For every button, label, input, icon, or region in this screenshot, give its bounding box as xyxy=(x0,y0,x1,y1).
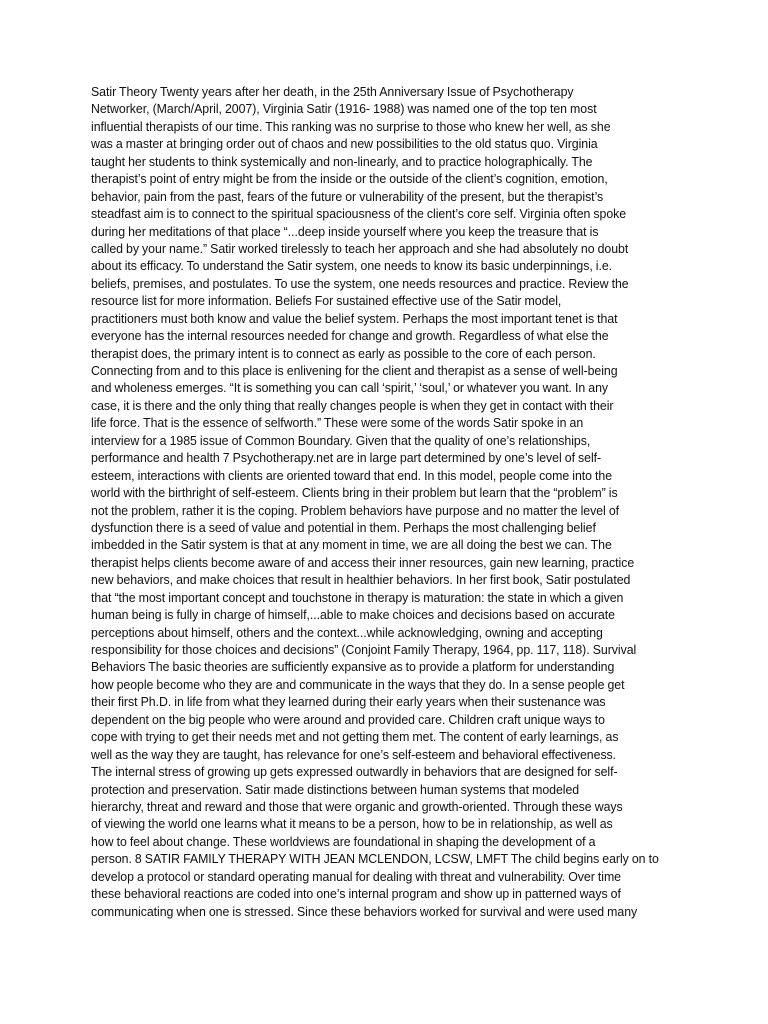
text-line: protection and preservation. Satir made distinctions between human systems that modeled xyxy=(91,782,580,797)
text-line: therapist helps clients become aware of and access their inner resources, gain new learning, practice xyxy=(91,555,635,570)
text-line: and wholeness emerges. “It is something you can call ‘spirit,’ ‘soul,’ or whatever you want. In any xyxy=(91,381,609,396)
text-line: human being is fully in charge of himself,...able to make choices and decisions based on accurate xyxy=(91,608,615,623)
text-line: cope with trying to get their needs met and not getting them met. The content of early learnings, as xyxy=(91,730,619,745)
text-line: steadfast aim is to connect to the spiritual spaciousness of the client’s core self. Virginia often spoke xyxy=(91,207,627,222)
text-line: called by your name.” Satir worked tirelessly to teach her approach and she had absolutely no doubt xyxy=(91,241,629,256)
text-line: dependent on the big people who were around and provided care. Children craft unique ways to xyxy=(91,712,605,727)
text-line: well as the way they are taught, has relevance for one’s self-esteem and behavioral effectiveness. xyxy=(91,747,617,762)
text-line: esteem, interactions with clients are oriented toward that end. In this model, people come into the xyxy=(91,468,613,483)
text-line: The internal stress of growing up gets expressed outwardly in behaviors that are designed for self- xyxy=(91,765,618,780)
text-line: therapist does, the primary intent is to connect as early as possible to the core of each person. xyxy=(91,346,596,361)
text-line: their first Ph.D. in life from what they learned during their early years when their sustenance was xyxy=(91,695,606,710)
text-line: resource list for more information. Beliefs For sustained effective use of the Satir model, xyxy=(91,294,562,309)
text-line: everyone has the internal resources needed for change and growth. Regardless of what else the xyxy=(91,329,609,344)
text-line: how to feel about change. These worldviews are foundational in shaping the development of a xyxy=(91,834,596,849)
text-line: not the problem, rather it is the coping. Problem behaviors have purpose and no matter the level of xyxy=(91,503,620,518)
text-line: new behaviors, and make choices that result in healthier behaviors. In her first book, Satir postulated xyxy=(91,573,631,588)
text-line: Connecting from and to this place is enlivening for the client and therapist as a sense of well-being xyxy=(91,364,618,378)
text-line: practitioners must both know and value the belief system. Perhaps the most important tenet is that xyxy=(91,311,618,326)
text-line: about its efficacy. To understand the Satir system, one needs to know its basic underpinnings, i.e. xyxy=(91,259,613,274)
text-line: life force. That is the essence of selfworth.” These were some of the words Satir spoke in an xyxy=(91,416,584,431)
text-line: responsibility for those choices and decisions” (Conjoint Family Therapy, 1964, pp. 117, 118). Survival xyxy=(91,643,637,657)
text-line: behavior, pain from the past, fears of the future or vulnerability of the present, but the therapist’s xyxy=(91,189,604,204)
text-line: communicating when one is stressed. Since these behaviors worked for survival and were used many xyxy=(91,904,638,919)
text-line: interview for a 1985 issue of Common Boundary. Given that the quality of one’s relationships, xyxy=(91,433,591,448)
text-line: therapist’s point of entry might be from the inside or the outside of the client’s cognition, emotion, xyxy=(91,172,608,187)
text-line: world with the birthright of self-esteem. Clients bring in their problem but learn that the “problem” is xyxy=(91,486,618,501)
text-line: dysfunction there is a seed of value and potential in them. Perhaps the most challenging belief xyxy=(91,520,596,535)
text-line: that “the most important concept and touchstone in therapy is maturation: the state in which a given xyxy=(91,590,624,605)
text-line: taught her students to think systemically and non-linearly, and to practice holographically. The xyxy=(91,154,593,169)
text-line: case, it is there and the only thing that really changes people is when they get in contact with their xyxy=(91,398,614,413)
text-line: perceptions about himself, others and the context...while acknowledging, owning and accepting xyxy=(91,625,603,640)
text-line: these behavioral reactions are coded into one’s internal program and show up in patterned ways of xyxy=(91,887,621,902)
text-line: during her meditations of that place “...deep inside yourself where you keep the treasure that is xyxy=(91,224,599,239)
text-line: develop a protocol or standard operating manual for dealing with threat and vulnerability. Over time xyxy=(91,869,621,884)
text-line: how people become who they are and communicate in the ways that they do. In a sense people get xyxy=(91,677,625,692)
text-line: Satir Theory Twenty years after her death, in the 25th Anniversary Issue of Psychotherapy xyxy=(91,85,574,99)
text-line: person. 8 SATIR FAMILY THERAPY WITH JEAN MCLENDON, LCSW, LMFT The child begins early on to xyxy=(91,852,659,867)
text-line: beliefs, premises, and postulates. To use the system, one needs resources and practice. Review the xyxy=(91,276,629,291)
text-line: performance and health 7 Psychotherapy.net are in large part determined by one’s level of self- xyxy=(91,451,602,466)
text-line: was a master at bringing order out of chaos and new possibilities to the old status quo. Virginia xyxy=(91,137,598,152)
body-text xyxy=(91,84,691,921)
text-line: Networker, (March/April, 2007), Virginia Satir (1916- 1988) was named one of the top ten most xyxy=(91,102,597,117)
text-line: influential therapists of our time. This ranking was no surprise to those who knew her well, as she xyxy=(91,119,611,134)
text-line: Behaviors The basic theories are sufficiently expansive as to provide a platform for understanding xyxy=(91,660,615,675)
text-line: of viewing the world one learns what it means to be a person, how to be in relationship, as well as xyxy=(91,817,613,832)
text-line: hierarchy, threat and reward and those that were organic and growth-oriented. Through these ways xyxy=(91,799,623,814)
text-line: imbedded in the Satir system is that at any moment in time, we are all doing the best we can. The xyxy=(91,538,612,553)
